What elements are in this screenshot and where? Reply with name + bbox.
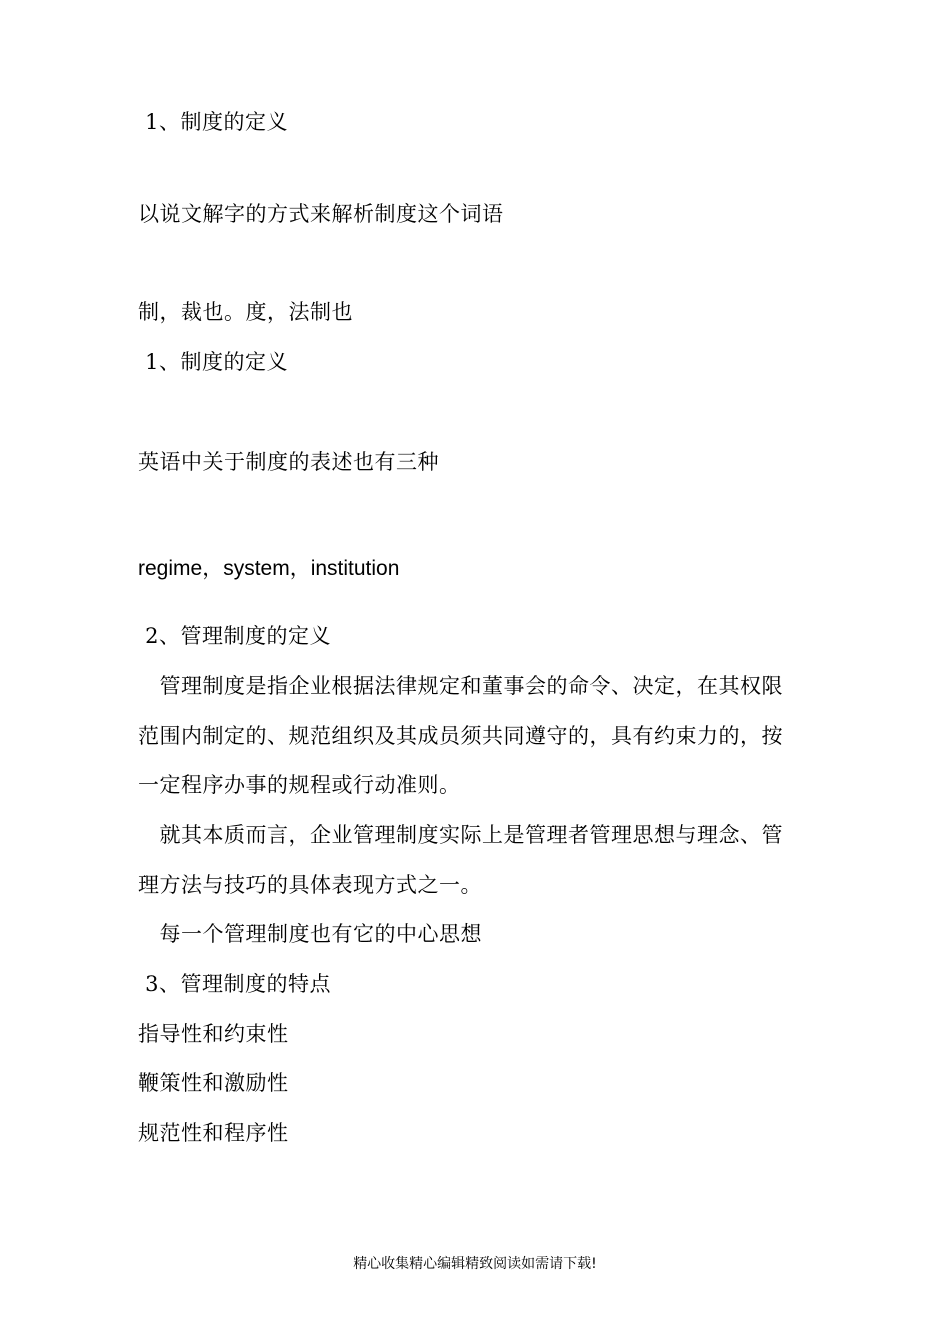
paragraph-text: 就其本质而言，企业管理制度实际上是管理者管理思想与理念、管: [138, 823, 784, 847]
paragraph-text: 理方法与技巧的具体表现方式之一。: [138, 873, 482, 897]
heading-management-system-definition: 2、管理制度的定义: [138, 624, 332, 648]
paragraph-text: 管理制度是指企业根据法律规定和董事会的命令、决定，在其权限: [138, 674, 784, 698]
heading-management-system-features: 3、管理制度的特点: [138, 972, 332, 996]
list-item: 指导性和约束性: [138, 1022, 289, 1046]
paragraph-text: 一定程序办事的规程或行动准则。: [138, 773, 461, 797]
heading-definition-of-system: 1、制度的定义: [138, 350, 289, 374]
paragraph-text: 制，裁也。度，法制也: [138, 300, 353, 324]
heading-definition-of-system: 1、制度的定义: [138, 110, 289, 134]
list-item: 鞭策性和激励性: [138, 1071, 289, 1095]
page-footer: 精心收集精心编辑精致阅读如需请下载!: [353, 1256, 597, 1272]
paragraph-english-terms: regime，system，institution: [138, 557, 400, 580]
list-item: 规范性和程序性: [138, 1121, 289, 1145]
paragraph-text: 每一个管理制度也有它的中心思想: [138, 922, 483, 946]
paragraph-text: 英语中关于制度的表述也有三种: [138, 450, 439, 474]
paragraph-text: 范围内制定的、规范组织及其成员须共同遵守的，具有约束力的，按: [138, 724, 783, 748]
paragraph-text: 以说文解字的方式来解析制度这个词语: [138, 202, 504, 226]
